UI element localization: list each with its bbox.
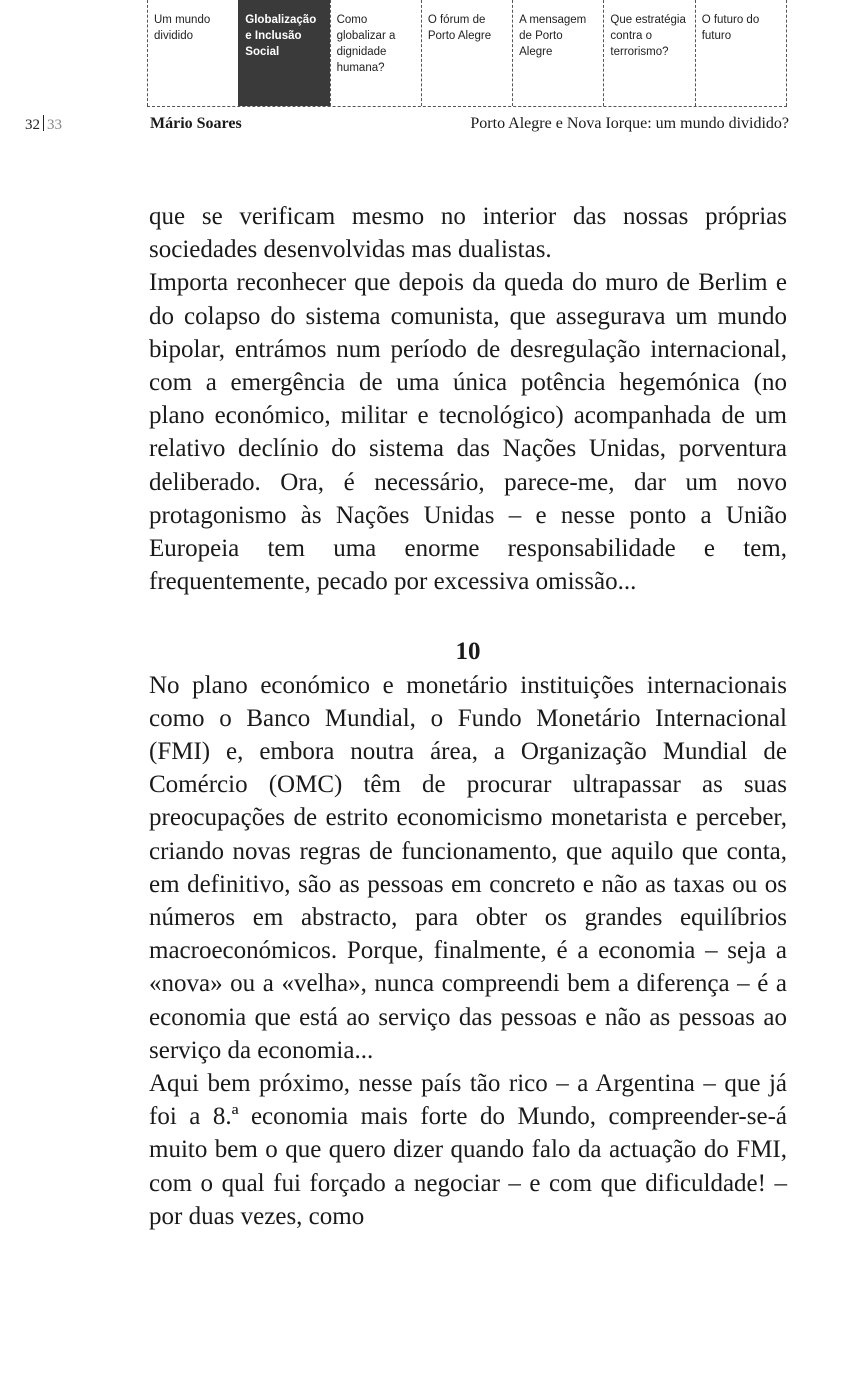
- running-head: [0, 112, 841, 136]
- page-number-right: 33: [47, 117, 62, 133]
- body-text: [149, 200, 787, 1233]
- paragraph-3: No plano económico e monetário instituições internacionais como o Banco Mundial, o Fundo Monetário Internacional (FMI) e, embora noutra área, a Organização Mundial de Comércio (OMC) têm de procurar ultrapassar as suas preocupações de estrito economicismo monetarista e perceber, criando novas regras de funcionamento, que aquilo que conta, em definitivo, são as pessoas em concreto e não as taxas ou os números em abstracto, para obter os grandes equilíbrios macroeconómicos. Porque, finalmente, é a economia – seja a «nova» ou a «velha», nunca compreendi bem a diferença – é a economia que está ao serviço das pessoas e não as pessoas ao serviço da economia...: [149, 671, 787, 1064]
- chapter-tab-5[interactable]: A mensagem de Porto Alegre: [512, 0, 603, 106]
- chapter-tab-4[interactable]: O fórum de Porto Alegre: [421, 0, 512, 106]
- page-number-left: 32: [25, 117, 40, 133]
- chapter-tab-6[interactable]: Que estratégia contra o terrorismo?: [603, 0, 694, 106]
- paragraph-1: que se verificam mesmo no interior das nossas próprias sociedades desenvolvidas mas dualistas.: [149, 203, 787, 264]
- chapter-tab-2-active[interactable]: Globalização e Inclusão Social: [238, 0, 329, 106]
- section-number: 10: [455, 638, 481, 666]
- chapter-title: Porto Alegre e Nova Iorque: um mundo dividido?: [470, 115, 789, 132]
- paragraph-2: Importa reconhecer que depois da queda do muro de Berlim e do colapso do sistema comunista, que assegurava um mundo bipolar, entrámos num período de desregulação internacional, com a emergência de uma única potência hegemónica (no plano económico, militar e tecnológico) acompanhada de um relativo declínio do sistema das Nações Unidas, porventura deliberado. Ora, é necessário, parece-me, dar um novo protagonismo às Nações Unidas – e nesse ponto a União Europeia tem uma enorme responsabilidade e tem, frequentemente, pecado por excessiva omissão...: [149, 269, 787, 596]
- author-name: Mário Soares: [150, 115, 242, 132]
- page-numbers: [25, 115, 62, 134]
- chapter-tab-7[interactable]: O futuro do futuro: [695, 0, 787, 106]
- chapter-tab-3[interactable]: Como globalizar a dignidade humana?: [330, 0, 421, 106]
- page-number-divider: [43, 115, 44, 131]
- chapter-navigation: [147, 0, 787, 107]
- paragraph-4: Aqui bem próximo, nesse país tão rico – a Argentina – que já foi a 8.ª economia mais forte do Mundo, compreender-se-á muito bem o que quero dizer quando falo da actuação do FMI, com o qual fui forçado a negociar – e com que dificuldade! – por duas vezes, como: [149, 1070, 787, 1230]
- chapter-tab-1[interactable]: Um mundo dividido: [147, 0, 238, 106]
